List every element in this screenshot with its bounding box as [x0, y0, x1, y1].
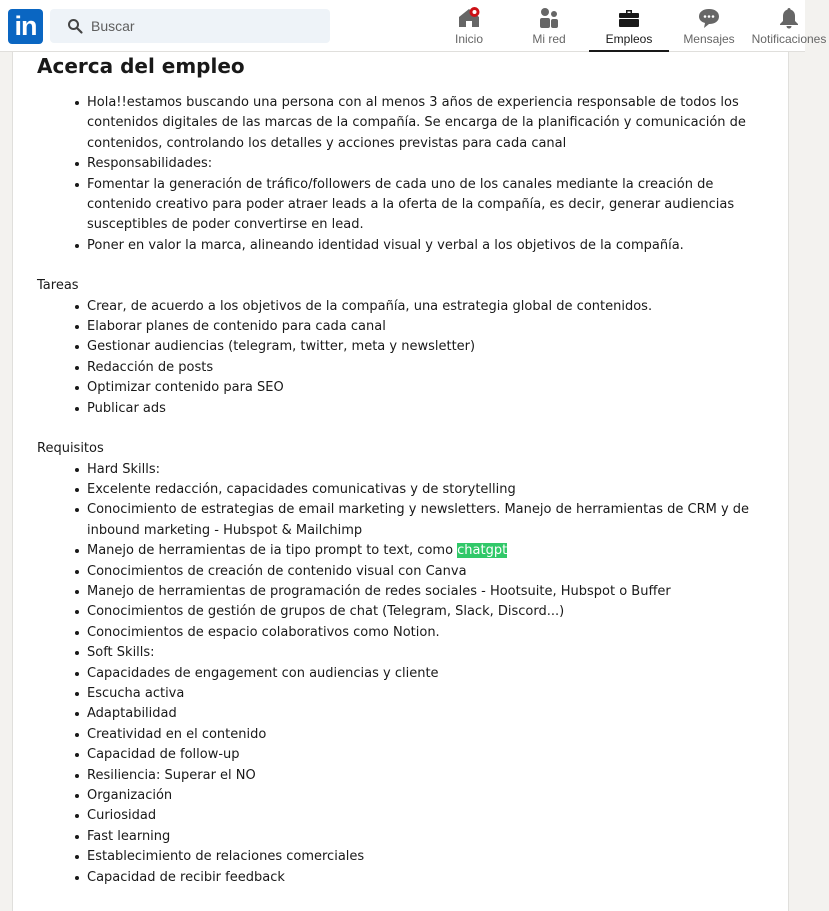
list-item: Excelente redacción, capacidades comunicativas y de storytelling: [87, 480, 772, 500]
list-item: Responsabilidades:: [87, 154, 772, 174]
list-item: Hard Skills:: [87, 460, 772, 480]
list-item: Manejo de herramientas de programación de redes sociales - Hootsuite, Hubspot o Buffer: [87, 582, 772, 602]
requisitos-heading: Requisitos: [37, 441, 104, 457]
linkedin-logo[interactable]: in: [8, 9, 43, 44]
nav-label: Mensajes: [683, 32, 735, 46]
list-item: Curiosidad: [87, 806, 772, 826]
list-item: Crear, de acuerdo a los objetivos de la compañía, una estrategia global de contenidos.: [87, 297, 772, 317]
list-item: Fast learning: [87, 827, 772, 847]
list-item: Organización: [87, 786, 772, 806]
list-item: Optimizar contenido para SEO: [87, 378, 772, 398]
home-icon: [457, 6, 481, 30]
list-item: Elaborar planes de contenido para cada canal: [87, 317, 772, 337]
tareas-heading: Tareas: [37, 278, 79, 294]
list-item: Conocimientos de creación de contenido visual con Canva: [87, 562, 772, 582]
list-item: Gestionar audiencias (telegram, twitter, meta y newsletter): [87, 337, 772, 357]
global-nav: [0, 0, 827, 52]
nav-label: Inicio: [454, 32, 483, 46]
search-placeholder: Buscar: [91, 18, 135, 34]
network-icon: [537, 6, 561, 30]
tareas-list: [87, 297, 772, 419]
search-input[interactable]: [50, 9, 330, 43]
list-item: Hola!!estamos buscando una persona con al menos 3 años de experiencia responsable de todos los contenidos digitales de las marcas de la compañía. Se encarga de la planificación y comunicación de contenidos, controlando los detalles y acciones previstas para cada canal: [87, 93, 772, 154]
list-item: Resiliencia: Superar el NO: [87, 766, 772, 786]
list-item: Redacción de posts: [87, 358, 772, 378]
list-item: Conocimientos de espacio colaborativos como Notion.: [87, 623, 772, 643]
search-icon: [67, 18, 83, 34]
list-item: Creatividad en el contenido: [87, 725, 772, 745]
list-item: Publicar ads: [87, 399, 772, 419]
nav-label: Mi red: [532, 32, 566, 46]
highlighted-text: chatgpt: [457, 543, 508, 559]
list-item: Capacidades de engagement con audiencias y cliente: [87, 664, 772, 684]
nav-item-mensajes[interactable]: [669, 0, 749, 52]
messaging-icon: [697, 6, 721, 30]
job-description: [37, 93, 772, 888]
section-title: Acerca del empleo: [37, 54, 245, 78]
nav-item-empleos[interactable]: [589, 0, 669, 52]
briefcase-icon: [617, 6, 641, 30]
intro-list: [87, 93, 772, 256]
bell-icon: [777, 6, 801, 30]
list-item: Escucha activa: [87, 684, 772, 704]
nav-item-notificaciones[interactable]: [749, 0, 829, 52]
list-item: Capacidad de recibir feedback: [87, 868, 772, 888]
list-item: [87, 541, 772, 561]
nav-label: Notificaciones: [751, 32, 827, 46]
list-item: Fomentar la generación de tráfico/followers de cada uno de los canales mediante la creación de contenido creativo para poder atraer leads a la oferta de la compañía, es decir, generar audiencias susceptibles de poder convertirse en lead.: [87, 175, 772, 236]
list-item: Conocimientos de gestión de grupos de chat (Telegram, Slack, Discord...): [87, 602, 772, 622]
list-item: Capacidad de follow-up: [87, 745, 772, 765]
list-item: Conocimiento de estrategias de email marketing y newsletters. Manejo de herramientas de CRM y de inbound marketing - Hubspot & Mailchimp: [87, 500, 772, 541]
list-item: Poner en valor la marca, alineando identidad visual y verbal a los objetivos de la compañía.: [87, 236, 772, 256]
nav-label: Empleos: [605, 32, 653, 46]
list-item-text: Manejo de herramientas de ia tipo prompt to text, como: [87, 543, 458, 559]
requisitos-list: [87, 460, 772, 889]
nav-item-inicio[interactable]: [429, 0, 509, 52]
list-item: Adaptabilidad: [87, 704, 772, 724]
list-item: Soft Skills:: [87, 643, 772, 663]
nav-item-mi-red[interactable]: [509, 0, 589, 52]
list-item: Establecimiento de relaciones comerciales: [87, 847, 772, 867]
